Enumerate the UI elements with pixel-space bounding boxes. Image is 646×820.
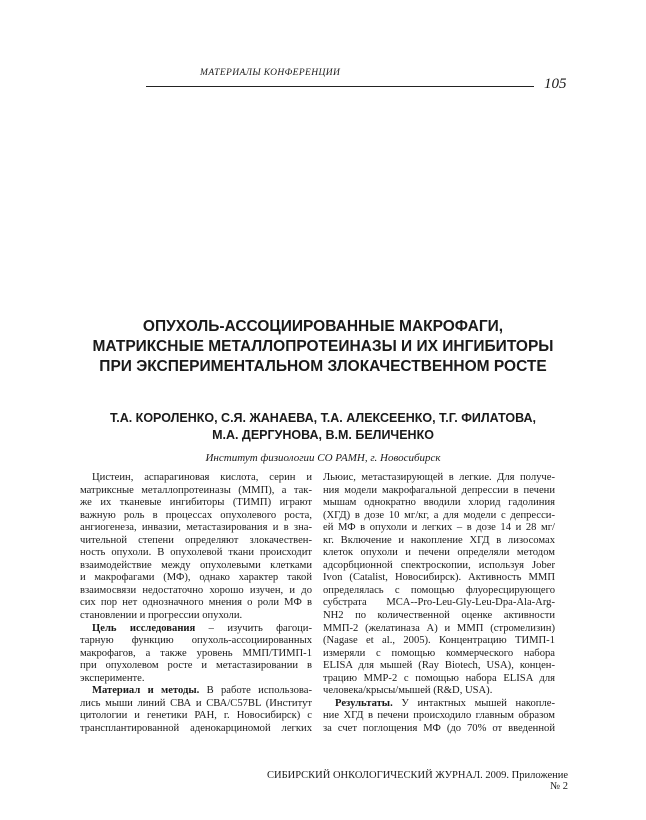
text-run: – изучить фагоци- [195, 622, 312, 634]
right-column [323, 472, 555, 735]
header-rule [146, 86, 534, 87]
text-run: В работе использова- [199, 685, 312, 697]
affiliation: Институт физиологии СО РАМН, г. Новосибирск [205, 452, 441, 464]
text-line: лись мыши линий СВА и СВА/С57BL (Институт [80, 697, 312, 709]
text-line: и макрофагами (МФ), однако характер такой [80, 572, 312, 584]
text-line: ангиогенеза, инвазии, метастазирования и в зна- [80, 522, 312, 534]
text-line: трансплантированной аденокарциномой легких [80, 722, 312, 734]
text-line: ММП-2 (желатиназа А) и ММП (стромелизин) [323, 622, 555, 634]
text-line: сих пор нет однозначного мнения о роли МФ в [80, 597, 312, 609]
text-line: субстрата MCA--Pro-Leu-Gly-Leu-Dpa-Ala-Arg- [323, 597, 555, 609]
text-line: человека/крысы/мышей (R&D, USA). [323, 685, 493, 697]
text-line: Цистеин, аспарагиновая кислота, серин и [92, 472, 312, 483]
text-line [323, 698, 555, 711]
text-line: ELISA для мышей (Ray Biotech, USA), концен- [323, 660, 555, 672]
text-line: адсорбционной спектроскопии, используя Jober [323, 559, 555, 571]
authors-line: М.А. ДЕРГУНОВА, В.М. БЕЛИЧЕНКО [212, 428, 434, 442]
article-title [60, 317, 586, 377]
text-line: важную роль в процессах опухолевого роста, [80, 509, 312, 521]
text-line: эксперименте. [80, 672, 145, 684]
text-line: определялась с помощью флуоресцирующего [323, 584, 555, 596]
text-line: измеряли с помощью коммерческого набора [323, 647, 555, 659]
text-line: кг. Включение и накопление ХГД в лизосомах [323, 534, 555, 546]
results-heading: Результаты. [335, 697, 393, 709]
text-line: ния модели макрофагальной депрессии в печени [323, 484, 555, 496]
text-line: ние ХГД в печени происходило главным образом [323, 710, 555, 722]
text-line: чительной степени определяют злокачествен- [80, 534, 312, 546]
title-line: МАТРИКСНЫЕ МЕТАЛЛОПРОТЕИНАЗЫ И ИХ ИНГИБИТОРЫ [92, 338, 554, 355]
methods-heading: Материал и методы. [92, 685, 200, 697]
text-line: NH2 по количественной оценке активности [323, 610, 555, 622]
text-line: взаимосвязи недостаточно хорошо изучен, и до [80, 584, 312, 596]
text-line: взаимодействие между опухолевыми клетками [80, 559, 312, 571]
text-line: ей МФ в опухоли и легких – в дозе 14 и 28 мг/ [323, 522, 555, 534]
text-line: цитологии и генетики РАН, г. Новосибирск) с [80, 710, 312, 722]
running-header: МАТЕРИАЛЫ КОНФЕРЕНЦИИ [200, 68, 341, 78]
text-line: же их тканевые ингибиторы (ТИМП) играют [80, 497, 312, 509]
journal-footer: СИБИРСКИЙ ОНКОЛОГИЧЕСКИЙ ЖУРНАЛ. 2009. Приложение № 2 [267, 770, 568, 792]
text-run: У интактных мышей накопле- [392, 697, 555, 709]
text-line [80, 685, 312, 698]
authors-line: Т.А. КОРОЛЕНКО, С.Я. ЖАНАЕВА, Т.А. АЛЕКСЕЕНКО, Т.Г. ФИЛАТОВА, [110, 411, 536, 425]
text-line [80, 623, 312, 636]
text-line: мышам однократно вводили хлорид гадолиния [323, 497, 555, 509]
text-line: трацию ММР-2 с помощью набора ELISA для [323, 672, 555, 684]
text-line: при опухолевом росте и метастазировании в [80, 660, 312, 672]
authors [60, 410, 586, 444]
text-line: (Nagase et al., 2005). Концентрацию ТИМП-1 [323, 635, 555, 647]
text-line: Ivon (Catalist, Новосибирск). Активность ММП [323, 572, 555, 584]
title-line: ПРИ ЭКСПЕРИМЕНТАЛЬНОМ ЗЛОКАЧЕСТВЕННОМ РОСТЕ [99, 358, 547, 375]
text-line: становлении и прогрессии опухоли. [80, 610, 243, 622]
text-line: Льюис, метастазирующей в легкие. Для получе- [323, 472, 555, 483]
title-line: ОПУХОЛЬ-АССОЦИИРОВАННЫЕ МАКРОФАГИ, [142, 318, 504, 335]
text-line: матриксные металлопротеиназы (ММП), а так- [80, 484, 312, 496]
aim-heading: Цель исследования [92, 622, 196, 634]
text-line: клеток опухоли и печени определяли методом [323, 547, 555, 559]
page-number: 105 [544, 76, 567, 92]
text-line: за счет поглощения МФ (до 70% от введенной [323, 722, 555, 734]
left-column [80, 472, 312, 735]
text-line: макрофагов, а также уровень ММП/ТИМП-1 [80, 647, 312, 659]
text-line: (ХГД) в дозе 10 мг/кг, а для модели с депресси- [323, 509, 555, 521]
text-line: тарную функцию опухоль-ассоциированных [80, 635, 312, 647]
text-line: ность опухоли. В опухолевой ткани происходит [80, 547, 312, 559]
